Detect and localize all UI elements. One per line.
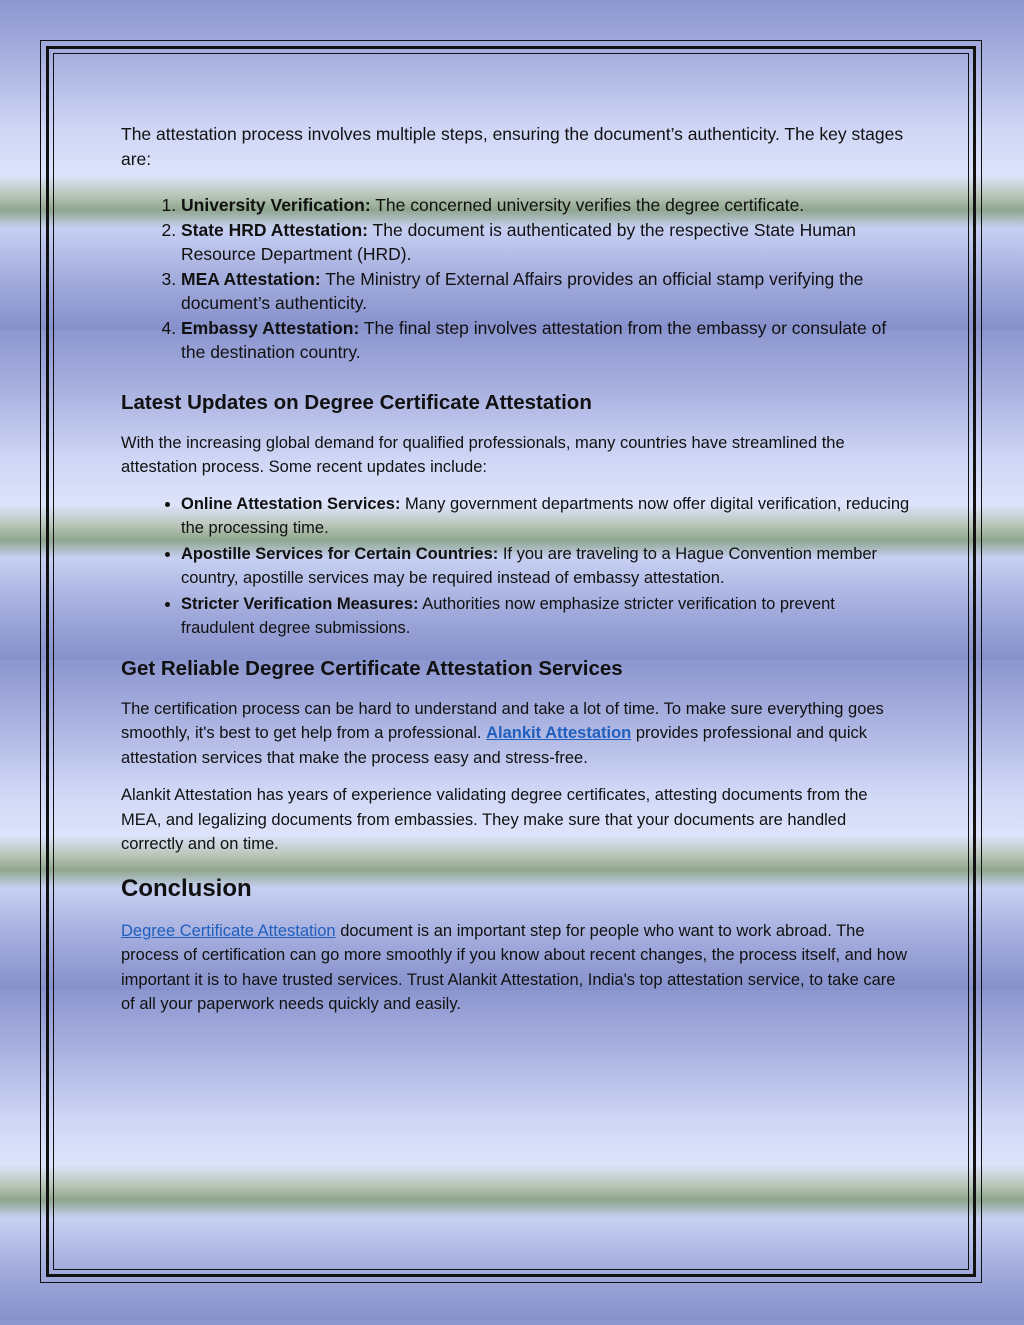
update-text: Authorities now emphasize stricter verification to prevent fraudulent degree submissions.: [181, 594, 835, 637]
services-text-before: The certification process can be hard to understand and take a lot of time. To make sure everything goes smoothly, it's best to get help from a professional.: [121, 699, 884, 742]
updates-intro-paragraph: With the increasing global demand for qualified professionals, many countries have streamlined the attestation process. Some recent updates include:: [121, 433, 845, 476]
step-title: MEA Attestation:: [181, 268, 321, 289]
step-title: State HRD Attestation:: [181, 219, 368, 240]
list-item: [181, 218, 911, 267]
list-item: [181, 592, 911, 641]
intro-paragraph: The attestation process involves multiple steps, ensuring the document’s authenticity. The key stages are:: [121, 124, 904, 169]
degree-certificate-attestation-link[interactable]: Degree Certificate Attestation: [121, 921, 336, 940]
list-item: [181, 267, 911, 316]
conclusion-text: document is an important step for people who want to work abroad. The process of certification can go more smoothly if you know about recent changes, the process itself, and how important it is to have trusted services. Trust Alankit Attestation, India's top attestation service, to take care of all your paperwork needs quickly and easily.: [121, 921, 907, 1013]
services-heading: Get Reliable Degree Certificate Attestation Services: [121, 656, 623, 680]
list-item: [181, 316, 911, 365]
step-text: The document is authenticated by the respective State Human Resource Department (HRD).: [181, 219, 857, 264]
services-paragraph-1: [121, 697, 911, 771]
step-title: University Verification:: [181, 195, 371, 215]
list-item: [181, 193, 911, 218]
step-title: Embassy Attestation:: [181, 317, 360, 338]
update-text: If you are traveling to a Hague Convention member country, apostille services may be required instead of embassy attestation.: [181, 544, 878, 587]
conclusion-heading: Conclusion: [121, 874, 252, 902]
list-item: [181, 542, 911, 591]
attestation-steps-list: [121, 193, 911, 365]
document-content: [121, 122, 911, 1017]
update-title: Apostille Services for Certain Countries:: [181, 544, 499, 563]
updates-list: [121, 492, 911, 641]
updates-heading: Latest Updates on Degree Certificate Attestation: [121, 390, 592, 414]
services-paragraph-2: Alankit Attestation has years of experience validating degree certificates, attesting documents from the MEA, and legalizing documents from embassies. They make sure that your documents are handled correctly and on time.: [121, 786, 868, 853]
update-title: Stricter Verification Measures:: [181, 594, 419, 613]
services-text-after: provides professional and quick attestation services that make the process easy and stress-free.: [121, 724, 867, 767]
step-text: The concerned university verifies the degree certificate.: [370, 195, 805, 215]
list-item: [181, 492, 911, 541]
step-text: The final step involves attestation from the embassy or consulate of the destination country.: [181, 317, 887, 362]
update-text: Many government departments now offer digital verification, reducing the processing time.: [181, 494, 910, 537]
step-text: The Ministry of External Affairs provides an official stamp verifying the document’s authenticity.: [181, 268, 864, 313]
conclusion-paragraph: [121, 919, 911, 1017]
update-title: Online Attestation Services:: [181, 494, 401, 513]
alankit-attestation-link[interactable]: Alankit Attestation: [486, 724, 632, 742]
